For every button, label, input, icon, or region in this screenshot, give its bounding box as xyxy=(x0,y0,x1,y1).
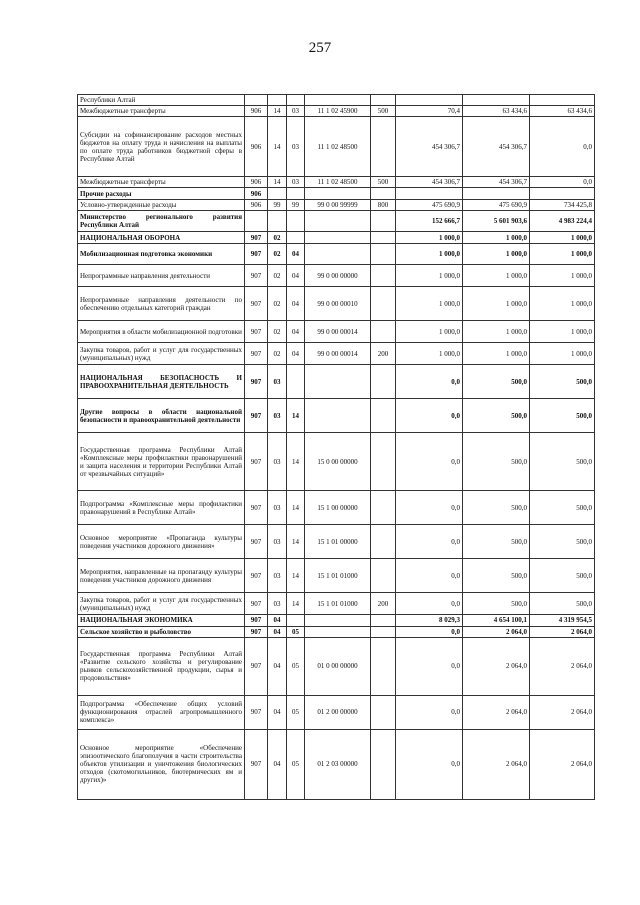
ministry-code: 907 xyxy=(245,287,268,321)
section-code: 04 xyxy=(268,626,287,637)
subsection-code: 14 xyxy=(287,559,305,593)
expense-type-code xyxy=(371,287,396,321)
table-row xyxy=(78,365,595,399)
section-code: 02 xyxy=(268,265,287,287)
subsection-code xyxy=(287,95,305,106)
row-name: Государственная программа Республики Алтай «Развитие сельского хозяйства и регулирование рынков сельскохозяйственной продукции, сырья и продовольствия» xyxy=(78,637,245,695)
amount-year-1: 1 000,0 xyxy=(396,321,463,343)
expense-type-code xyxy=(371,559,396,593)
expense-type-code xyxy=(371,729,396,799)
table-row xyxy=(78,695,595,729)
amount-year-3: 1 000,0 xyxy=(530,265,595,287)
row-name: Непрограммные направления деятельности xyxy=(78,265,245,287)
amount-year-1: 1 000,0 xyxy=(396,244,463,265)
row-name: Непрограммные направления деятельности по обеспечению отдельных категорий граждан xyxy=(78,287,245,321)
amount-year-2: 500,0 xyxy=(463,491,530,525)
amount-year-1: 0,0 xyxy=(396,365,463,399)
amount-year-2: 2 064,0 xyxy=(463,729,530,799)
row-name: Мероприятия в области мобилизационной подготовки xyxy=(78,321,245,343)
subsection-code: 04 xyxy=(287,244,305,265)
ministry-code: 907 xyxy=(245,365,268,399)
table-row xyxy=(78,188,595,200)
subsection-code: 04 xyxy=(287,265,305,287)
amount-year-3: 0,0 xyxy=(530,177,595,188)
amount-year-1: 152 666,7 xyxy=(396,211,463,232)
ministry-code xyxy=(245,95,268,106)
target-article-code xyxy=(305,188,371,200)
section-code: 03 xyxy=(268,365,287,399)
amount-year-2: 500,0 xyxy=(463,559,530,593)
table-row xyxy=(78,244,595,265)
subsection-code xyxy=(287,232,305,244)
target-article-code xyxy=(305,365,371,399)
section-code: 14 xyxy=(268,106,287,117)
subsection-code: 14 xyxy=(287,491,305,525)
row-name: Межбюджетные трансферты xyxy=(78,106,245,117)
section-code: 02 xyxy=(268,287,287,321)
amount-year-2: 475 690,9 xyxy=(463,200,530,211)
ministry-code: 907 xyxy=(245,491,268,525)
target-article-code: 01 0 00 00000 xyxy=(305,637,371,695)
amount-year-1: 0,0 xyxy=(396,433,463,491)
budget-table xyxy=(77,94,595,800)
row-name: НАЦИОНАЛЬНАЯ ОБОРОНА xyxy=(78,232,245,244)
ministry-code: 907 xyxy=(245,399,268,433)
amount-year-1: 1 000,0 xyxy=(396,287,463,321)
table-row xyxy=(78,232,595,244)
section-code: 03 xyxy=(268,399,287,433)
amount-year-2: 500,0 xyxy=(463,399,530,433)
amount-year-1: 1 000,0 xyxy=(396,265,463,287)
ministry-code: 907 xyxy=(245,232,268,244)
subsection-code xyxy=(287,615,305,626)
table-row xyxy=(78,399,595,433)
subsection-code: 14 xyxy=(287,525,305,559)
amount-year-3: 500,0 xyxy=(530,525,595,559)
section-code: 14 xyxy=(268,117,287,177)
expense-type-code: 200 xyxy=(371,343,396,365)
section-code: 02 xyxy=(268,343,287,365)
target-article-code: 11 1 02 45900 xyxy=(305,106,371,117)
expense-type-code xyxy=(371,637,396,695)
amount-year-2: 500,0 xyxy=(463,525,530,559)
target-article-code: 15 1 01 01000 xyxy=(305,559,371,593)
amount-year-2: 1 000,0 xyxy=(463,265,530,287)
table-row xyxy=(78,211,595,232)
amount-year-3: 1 000,0 xyxy=(530,343,595,365)
ministry-code: 906 xyxy=(245,188,268,200)
ministry-code: 907 xyxy=(245,244,268,265)
subsection-code xyxy=(287,365,305,399)
target-article-code xyxy=(305,211,371,232)
target-article-code: 99 0 00 99999 xyxy=(305,200,371,211)
table-row xyxy=(78,95,595,106)
amount-year-3: 4 983 224,4 xyxy=(530,211,595,232)
table-row xyxy=(78,637,595,695)
expense-type-code: 200 xyxy=(371,593,396,615)
amount-year-2: 500,0 xyxy=(463,433,530,491)
amount-year-2: 1 000,0 xyxy=(463,232,530,244)
section-code: 04 xyxy=(268,695,287,729)
target-article-code: 01 2 00 00000 xyxy=(305,695,371,729)
table-row xyxy=(78,343,595,365)
subsection-code xyxy=(287,188,305,200)
amount-year-2: 454 306,7 xyxy=(463,117,530,177)
amount-year-2: 5 601 903,6 xyxy=(463,211,530,232)
ministry-code: 907 xyxy=(245,695,268,729)
table-row xyxy=(78,525,595,559)
target-article-code xyxy=(305,615,371,626)
amount-year-3: 1 000,0 xyxy=(530,321,595,343)
amount-year-1: 0,0 xyxy=(396,729,463,799)
section-code: 03 xyxy=(268,593,287,615)
amount-year-1: 1 000,0 xyxy=(396,232,463,244)
expense-type-code xyxy=(371,433,396,491)
ministry-code: 907 xyxy=(245,626,268,637)
row-name: Министерство регионального развития Республики Алтай xyxy=(78,211,245,232)
amount-year-3: 2 064,0 xyxy=(530,729,595,799)
expense-type-code xyxy=(371,615,396,626)
amount-year-2: 500,0 xyxy=(463,593,530,615)
amount-year-2: 1 000,0 xyxy=(463,321,530,343)
expense-type-code xyxy=(371,525,396,559)
amount-year-1 xyxy=(396,95,463,106)
expense-type-code: 800 xyxy=(371,200,396,211)
amount-year-1: 475 690,9 xyxy=(396,200,463,211)
amount-year-2 xyxy=(463,95,530,106)
expense-type-code xyxy=(371,232,396,244)
row-name: Закупка товаров, работ и услуг для государственных (муниципальных) нужд xyxy=(78,343,245,365)
amount-year-3 xyxy=(530,95,595,106)
amount-year-2: 1 000,0 xyxy=(463,244,530,265)
subsection-code: 03 xyxy=(287,117,305,177)
amount-year-3: 0,0 xyxy=(530,117,595,177)
amount-year-1: 0,0 xyxy=(396,559,463,593)
ministry-code: 906 xyxy=(245,106,268,117)
ministry-code xyxy=(245,211,268,232)
table-row xyxy=(78,200,595,211)
section-code xyxy=(268,211,287,232)
row-name: Прочие расходы xyxy=(78,188,245,200)
subsection-code: 14 xyxy=(287,593,305,615)
amount-year-3: 2 064,0 xyxy=(530,626,595,637)
ministry-code: 907 xyxy=(245,729,268,799)
subsection-code: 05 xyxy=(287,729,305,799)
ministry-code: 907 xyxy=(245,615,268,626)
target-article-code: 11 1 02 48500 xyxy=(305,177,371,188)
table-row xyxy=(78,265,595,287)
section-code: 99 xyxy=(268,200,287,211)
section-code: 03 xyxy=(268,491,287,525)
target-article-code: 01 2 03 00000 xyxy=(305,729,371,799)
amount-year-2 xyxy=(463,188,530,200)
section-code: 14 xyxy=(268,177,287,188)
expense-type-code xyxy=(371,321,396,343)
row-name: Сельское хозяйство и рыболовство xyxy=(78,626,245,637)
amount-year-2: 4 654 100,1 xyxy=(463,615,530,626)
expense-type-code: 500 xyxy=(371,177,396,188)
table-row xyxy=(78,559,595,593)
amount-year-2: 2 064,0 xyxy=(463,695,530,729)
amount-year-1: 0,0 xyxy=(396,695,463,729)
table-row xyxy=(78,626,595,637)
expense-type-code xyxy=(371,117,396,177)
row-name: Закупка товаров, работ и услуг для государственных (муниципальных) нужд xyxy=(78,593,245,615)
amount-year-2: 454 306,7 xyxy=(463,177,530,188)
amount-year-2: 2 064,0 xyxy=(463,637,530,695)
expense-type-code xyxy=(371,491,396,525)
row-name: Республики Алтай xyxy=(78,95,245,106)
row-name: Межбюджетные трансферты xyxy=(78,177,245,188)
amount-year-2: 500,0 xyxy=(463,365,530,399)
amount-year-1: 0,0 xyxy=(396,593,463,615)
target-article-code xyxy=(305,244,371,265)
ministry-code: 907 xyxy=(245,593,268,615)
section-code: 02 xyxy=(268,244,287,265)
table-row xyxy=(78,117,595,177)
amount-year-2: 2 064,0 xyxy=(463,626,530,637)
page-number: 257 xyxy=(308,40,332,56)
row-name: НАЦИОНАЛЬНАЯ ЭКОНОМИКА xyxy=(78,615,245,626)
amount-year-3: 500,0 xyxy=(530,399,595,433)
table-row xyxy=(78,433,595,491)
expense-type-code xyxy=(371,365,396,399)
row-name: НАЦИОНАЛЬНАЯ БЕЗОПАСНОСТЬ И ПРАВООХРАНИТЕЛЬНАЯ ДЕЯТЕЛЬНОСТЬ xyxy=(78,365,245,399)
row-name: Государственная программа Республики Алтай «Комплексные меры профилактики правонарушений и защита населения и территории Республики Алтай от чрезвычайных ситуаций» xyxy=(78,433,245,491)
amount-year-3: 1 000,0 xyxy=(530,244,595,265)
ministry-code: 907 xyxy=(245,559,268,593)
subsection-code: 99 xyxy=(287,200,305,211)
target-article-code: 15 1 01 01000 xyxy=(305,593,371,615)
amount-year-3: 734 425,8 xyxy=(530,200,595,211)
expense-type-code xyxy=(371,399,396,433)
target-article-code: 99 0 00 00014 xyxy=(305,343,371,365)
table-row xyxy=(78,287,595,321)
table-row xyxy=(78,177,595,188)
section-code: 02 xyxy=(268,232,287,244)
row-name: Условно-утвержденные расходы xyxy=(78,200,245,211)
amount-year-1: 1 000,0 xyxy=(396,343,463,365)
amount-year-1 xyxy=(396,188,463,200)
amount-year-3: 500,0 xyxy=(530,365,595,399)
subsection-code xyxy=(287,211,305,232)
amount-year-2: 1 000,0 xyxy=(463,287,530,321)
subsection-code: 04 xyxy=(287,343,305,365)
target-article-code xyxy=(305,399,371,433)
target-article-code xyxy=(305,626,371,637)
section-code: 04 xyxy=(268,615,287,626)
amount-year-1: 0,0 xyxy=(396,626,463,637)
subsection-code: 03 xyxy=(287,106,305,117)
amount-year-3: 500,0 xyxy=(530,433,595,491)
table-row xyxy=(78,615,595,626)
target-article-code: 99 0 00 00010 xyxy=(305,287,371,321)
row-name: Подпрограмма «Комплексные меры профилактики правонарушений в Республике Алтай» xyxy=(78,491,245,525)
amount-year-2: 63 434,6 xyxy=(463,106,530,117)
row-name: Основное мероприятие «Обеспечение эпизоотического благополучия в части строительства объектов утилизации и уничтожения биологических отходов (скотомогильников, биотермических ям и других)» xyxy=(78,729,245,799)
target-article-code: 15 1 00 00000 xyxy=(305,491,371,525)
row-name: Мероприятия, направленные на пропаганду культуры поведения участников дорожного движения xyxy=(78,559,245,593)
table-row xyxy=(78,106,595,117)
subsection-code: 04 xyxy=(287,287,305,321)
table-row xyxy=(78,321,595,343)
amount-year-3: 1 000,0 xyxy=(530,287,595,321)
expense-type-code xyxy=(371,244,396,265)
ministry-code: 906 xyxy=(245,177,268,188)
expense-type-code xyxy=(371,211,396,232)
target-article-code: 15 1 01 00000 xyxy=(305,525,371,559)
ministry-code: 907 xyxy=(245,265,268,287)
amount-year-1: 454 306,7 xyxy=(396,117,463,177)
amount-year-3 xyxy=(530,188,595,200)
ministry-code: 906 xyxy=(245,117,268,177)
section-code: 02 xyxy=(268,321,287,343)
section-code: 03 xyxy=(268,433,287,491)
row-name: Субсидии на софинансирование расходов местных бюджетов на оплату труда и начисления на выплаты по оплате труда работников бюджетной сферы в Республике Алтай xyxy=(78,117,245,177)
expense-type-code xyxy=(371,95,396,106)
amount-year-2: 1 000,0 xyxy=(463,343,530,365)
amount-year-3: 4 319 954,5 xyxy=(530,615,595,626)
subsection-code: 14 xyxy=(287,399,305,433)
section-code: 03 xyxy=(268,559,287,593)
amount-year-3: 2 064,0 xyxy=(530,637,595,695)
expense-type-code xyxy=(371,188,396,200)
ministry-code: 907 xyxy=(245,321,268,343)
amount-year-3: 63 434,6 xyxy=(530,106,595,117)
subsection-code: 05 xyxy=(287,626,305,637)
row-name: Другие вопросы в области национальной безопасности и правоохранительной деятельности xyxy=(78,399,245,433)
amount-year-1: 0,0 xyxy=(396,491,463,525)
row-name: Мобилизационная подготовка экономики xyxy=(78,244,245,265)
expense-type-code xyxy=(371,695,396,729)
section-code: 04 xyxy=(268,729,287,799)
table-row xyxy=(78,593,595,615)
section-code: 03 xyxy=(268,525,287,559)
amount-year-1: 70,4 xyxy=(396,106,463,117)
subsection-code: 05 xyxy=(287,695,305,729)
amount-year-1: 0,0 xyxy=(396,399,463,433)
expense-type-code xyxy=(371,265,396,287)
row-name: Основное мероприятие «Пропаганда культуры поведения участников дорожного движения» xyxy=(78,525,245,559)
target-article-code: 11 1 02 48500 xyxy=(305,117,371,177)
subsection-code: 03 xyxy=(287,177,305,188)
amount-year-3: 1 000,0 xyxy=(530,232,595,244)
amount-year-1: 8 029,3 xyxy=(396,615,463,626)
amount-year-3: 2 064,0 xyxy=(530,695,595,729)
subsection-code: 14 xyxy=(287,433,305,491)
ministry-code: 906 xyxy=(245,200,268,211)
ministry-code: 907 xyxy=(245,433,268,491)
row-name: Подпрограмма «Обеспечение общих условий функционирования отраслей агропромышленного комплекса» xyxy=(78,695,245,729)
amount-year-1: 0,0 xyxy=(396,637,463,695)
ministry-code: 907 xyxy=(245,525,268,559)
target-article-code: 15 0 00 00000 xyxy=(305,433,371,491)
amount-year-1: 0,0 xyxy=(396,525,463,559)
amount-year-1: 454 306,7 xyxy=(396,177,463,188)
target-article-code: 99 0 00 00000 xyxy=(305,265,371,287)
amount-year-3: 500,0 xyxy=(530,559,595,593)
subsection-code: 04 xyxy=(287,321,305,343)
section-code xyxy=(268,95,287,106)
ministry-code: 907 xyxy=(245,343,268,365)
section-code: 04 xyxy=(268,637,287,695)
table-row xyxy=(78,729,595,799)
table-row xyxy=(78,491,595,525)
expense-type-code: 500 xyxy=(371,106,396,117)
target-article-code xyxy=(305,232,371,244)
ministry-code: 907 xyxy=(245,637,268,695)
target-article-code xyxy=(305,95,371,106)
section-code xyxy=(268,188,287,200)
amount-year-3: 500,0 xyxy=(530,491,595,525)
subsection-code: 05 xyxy=(287,637,305,695)
expense-type-code xyxy=(371,626,396,637)
target-article-code: 99 0 00 00014 xyxy=(305,321,371,343)
amount-year-3: 500,0 xyxy=(530,593,595,615)
